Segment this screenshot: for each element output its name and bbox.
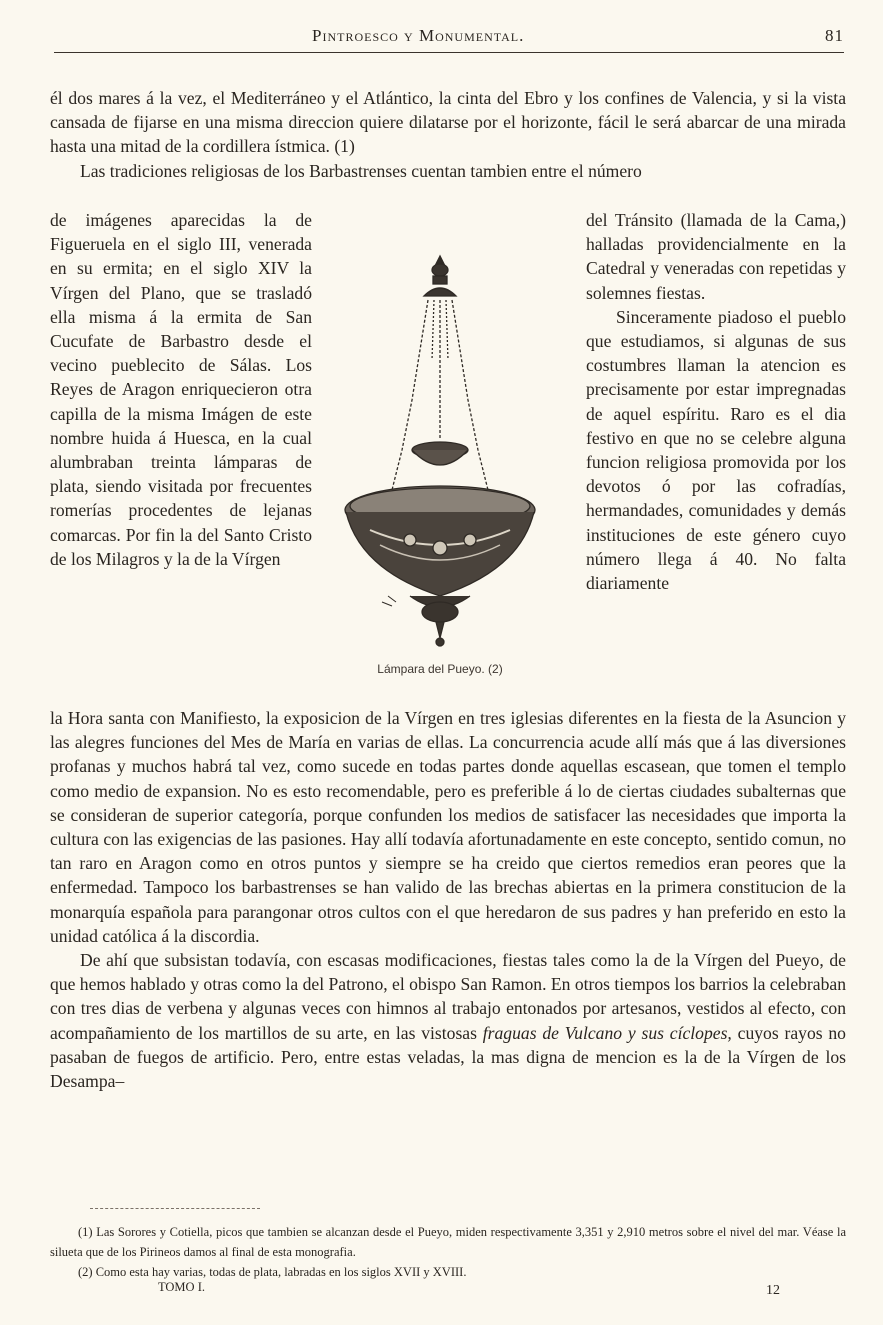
- header-rule: [54, 52, 844, 53]
- page-number: 81: [825, 26, 844, 45]
- footnotes: [50, 1222, 846, 1282]
- volume-signature: TOMO I.: [158, 1280, 205, 1294]
- body-text-bottom: [50, 706, 846, 1093]
- paragraph-four: [50, 948, 846, 1093]
- running-header: [54, 26, 844, 52]
- lamp-illustration: [340, 240, 540, 680]
- paragraph-intro: él dos mares á la vez, el Mediterráneo y el Atlántico, la cinta del Ebro y los confines de Valencia, y si la vista cansada de fijarse en una misma direccion quiere dilatarse por el horizonte, fácil le será abarcar de una mirada hasta una mitad de la cordillera ístmica. (1): [50, 88, 846, 157]
- paragraph-four-italic: fraguas de Vulcano y sus cíclopes,: [482, 1022, 732, 1043]
- footnote-1: (1) Las Sorores y Cotiella, picos que tambien se alcanzan desde el Pueyo, miden respectivamente 3,351 y 2,910 metros sobre el nivel del mar. Véase la silueta que de los Pirineos damos al final de esta monografia.: [50, 1225, 846, 1259]
- paragraph-three: la Hora santa con Manifiesto, la exposicion de la Vírgen en tres iglesias diferentes en la fiesta de la Asuncion y las alegres funciones del Mes de María en varias de ellas. La concurrencia acude allí más que á las diversiones profanas y muchos habrá tal vez, como sucede en todas partes donde aquellas escasean, que tomen el templo como medio de expansion. No es esto recomendable, pero es preferible á lo de ciertas ciudades subalternas que se consideran de superior categoría, porque confunden los medios de satisfacer las necesidades que importa la cultura con las exigencias de las pasiones. Hay allí todavía afortunadamente en este concepto, sentido comun, no tan raro en Aragon como en otros puntos y siempre se ha creido que ciertos remedios eran peores que la enfermedad. Tampoco los barbastrenses se han valido de las brechas abiertas en la primera constitucion de la monarquía española para parangonar otros cultos con el que heredaron de sus padres y han preferido en esto la unidad católica á la discordia.: [50, 708, 846, 946]
- body-text-top: [50, 86, 846, 183]
- right-column: [586, 208, 846, 595]
- running-title: Pintroesco y Monumental.: [312, 26, 525, 45]
- footnote-2: (2) Como esta hay varias, todas de plata, labradas en los siglos XVII y XVIII.: [78, 1265, 467, 1279]
- footnote-rule: [90, 1208, 260, 1209]
- paragraph-four-start: De ahí que subsistan todavía, con escasas modificaciones, fiestas tales como la de la Vírgen del Pueyo, de que hemos hablado y otras como la del Patrono, el obispo San Ramon. En otros tiempos los barrios la celebraban con tres dias de verbena y algunas veces con himnos al trabajo entonados por artesanos, vestidos al efecto, con acompañamiento de los martillos de su arte, en las vistosas: [50, 950, 846, 1043]
- paragraph-two-first-line: Las tradiciones religiosas de los Barbastrenses cuentan tambien entre el número: [80, 160, 642, 181]
- left-column-text: de imágenes aparecidas la de Figueruela en el siglo III, venerada en su ermita; en el siglo XIV la Vírgen del Plano, que se trasladó ella misma á la ermita de San Cucufate de Barbastro desde el vecino pueblecito de Sálas. Los Reyes de Aragon enriquecieron otra capilla de la misma Imágen de este nombre huida á Huesca, en la cual alumbraban treinta lámparas de plata, siendo visitada por frecuentes romerías procedentes de lejanas comarcas. Por fin la del Santo Cristo de los Milagros y la de la Vírgen: [50, 210, 312, 569]
- paragraph-four-end: cuyos rayos no pasaban de fuegos de artificio. Pero, entre estas veladas, la mas digna de mencion es la de la Vírgen de los Desampa–: [50, 1022, 846, 1092]
- left-column: [50, 208, 312, 571]
- right-column-text-b: Sinceramente piadoso el pueblo que estudiamos, si algunas de sus costumbres llaman la atencion es precisamente por estar impregnadas de aquel espíritu. Raro es el dia festivo en que no se celebre alguna funcion religiosa promovida por los devotos ó por las cofradías, hermandades, comunidades y demás instituciones de este género cuyo número llega á 40. No falta diariamente: [586, 306, 846, 594]
- lamp-engraving: [340, 240, 540, 660]
- figure-caption: Lámpara del Pueyo. (2): [377, 662, 503, 676]
- right-column-text-a: del Tránsito (llamada de la Cama,) halladas providencialmente en la Catedral y veneradas con repetidas y solemnes fiestas.: [586, 210, 846, 303]
- printer-signature: 12: [766, 1283, 780, 1298]
